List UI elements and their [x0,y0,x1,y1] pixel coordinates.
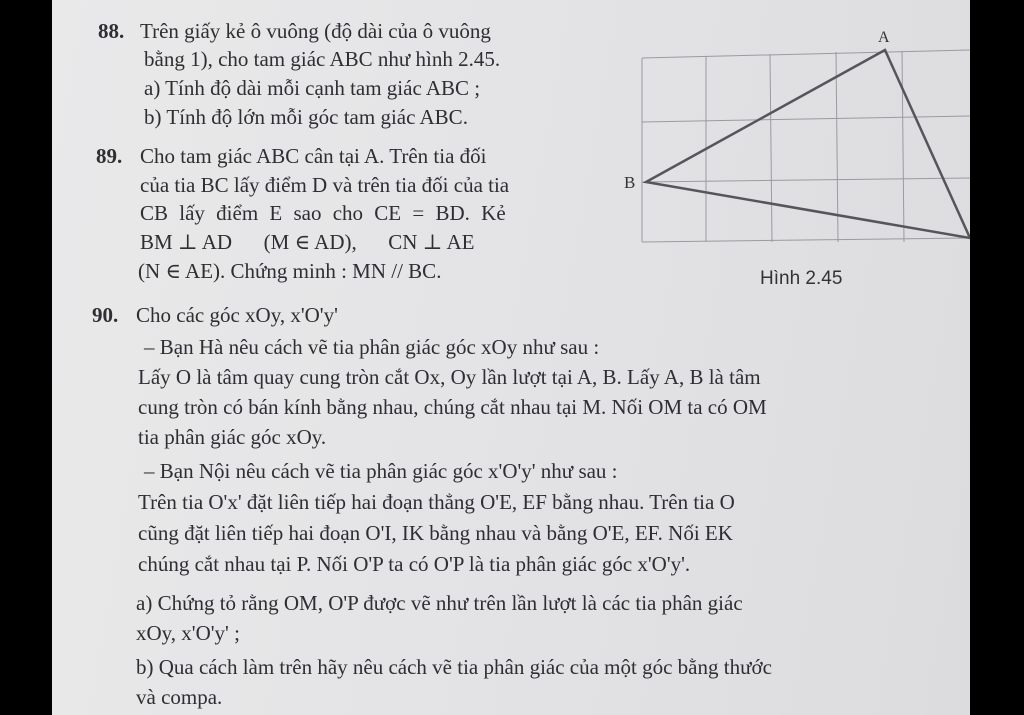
textbook-page [52,0,970,715]
problem-90-part-b-cont: và compa. [136,685,223,709]
problem-89-number: 89. [96,144,123,168]
problem-88-part-b: b) Tính độ lớn mỗi góc tam giác ABC. [144,105,468,129]
vertex-label-b: B [624,173,636,192]
figure-caption: Hình 2.45 [760,268,843,289]
problem-90-part-a: a) Chứng tỏ rằng OM, O'P được vẽ như trên lần lượt là các tia phân giác [136,591,743,615]
problem-90-line-6: – Bạn Nội nêu cách vẽ tia phân giác góc x'O'y' như sau : [144,459,618,483]
problem-90-line-4: cung tròn có bán kính bằng nhau, chúng cắt nhau tại M. Nối OM ta có OM [138,395,767,419]
problem-89-line-4: BM ⊥ AD (M ∈ AD), CN ⊥ AE [140,230,475,254]
square-grid [642,50,970,242]
problem-88-part-a: a) Tính độ dài mỗi cạnh tam giác ABC ; [144,76,481,100]
problem-88-number: 88. [98,19,125,43]
figure-2-45 [622,20,970,260]
problem-90-number: 90. [92,303,119,327]
problem-90-line-7: Trên tia O'x' đặt liên tiếp hai đoạn thẳng O'E, EF bằng nhau. Trên tia O [138,490,735,514]
grid-triangle-diagram [622,20,970,260]
problem-90-line-1: Cho các góc xOy, x'O'y' [136,303,338,327]
problem-89-line-5: (N ∈ AE). Chứng minh : MN // BC. [138,259,442,283]
vertex-label-a: A [878,29,890,46]
problem-89-line-2: của tia BC lấy điểm D và trên tia đối của tia [140,173,510,197]
problem-89-line-1: Cho tam giác ABC cân tại A. Trên tia đối [140,144,487,168]
triangle-abc [646,50,970,238]
problem-90-line-5: tia phân giác góc xOy. [138,425,327,449]
problem-90-line-8: cũng đặt liên tiếp hai đoạn O'I, IK bằng nhau và bằng O'E, EF. Nối EK [138,521,733,545]
problem-90-part-b: b) Qua cách làm trên hãy nêu cách vẽ tia phân giác của một góc bằng thước [136,655,772,679]
problem-90-line-3: Lấy O là tâm quay cung tròn cắt Ox, Oy lần lượt tại A, B. Lấy A, B là tâm [138,365,761,389]
problem-88-line-2: bằng 1), cho tam giác ABC như hình 2.45. [144,47,501,71]
problem-90-part-a-cont: xOy, x'O'y' ; [136,621,240,645]
problem-90-line-9: chúng cắt nhau tại P. Nối O'P ta có O'P là tia phân giác góc x'O'y'. [138,552,691,576]
problem-89-line-3: CB lấy điểm E sao cho CE = BD. Kẻ [140,201,506,225]
problem-88-line-1: Trên giấy kẻ ô vuông (độ dài của ô vuông [140,19,491,43]
problem-90-line-2: – Bạn Hà nêu cách vẽ tia phân giác góc xOy như sau : [144,335,600,359]
